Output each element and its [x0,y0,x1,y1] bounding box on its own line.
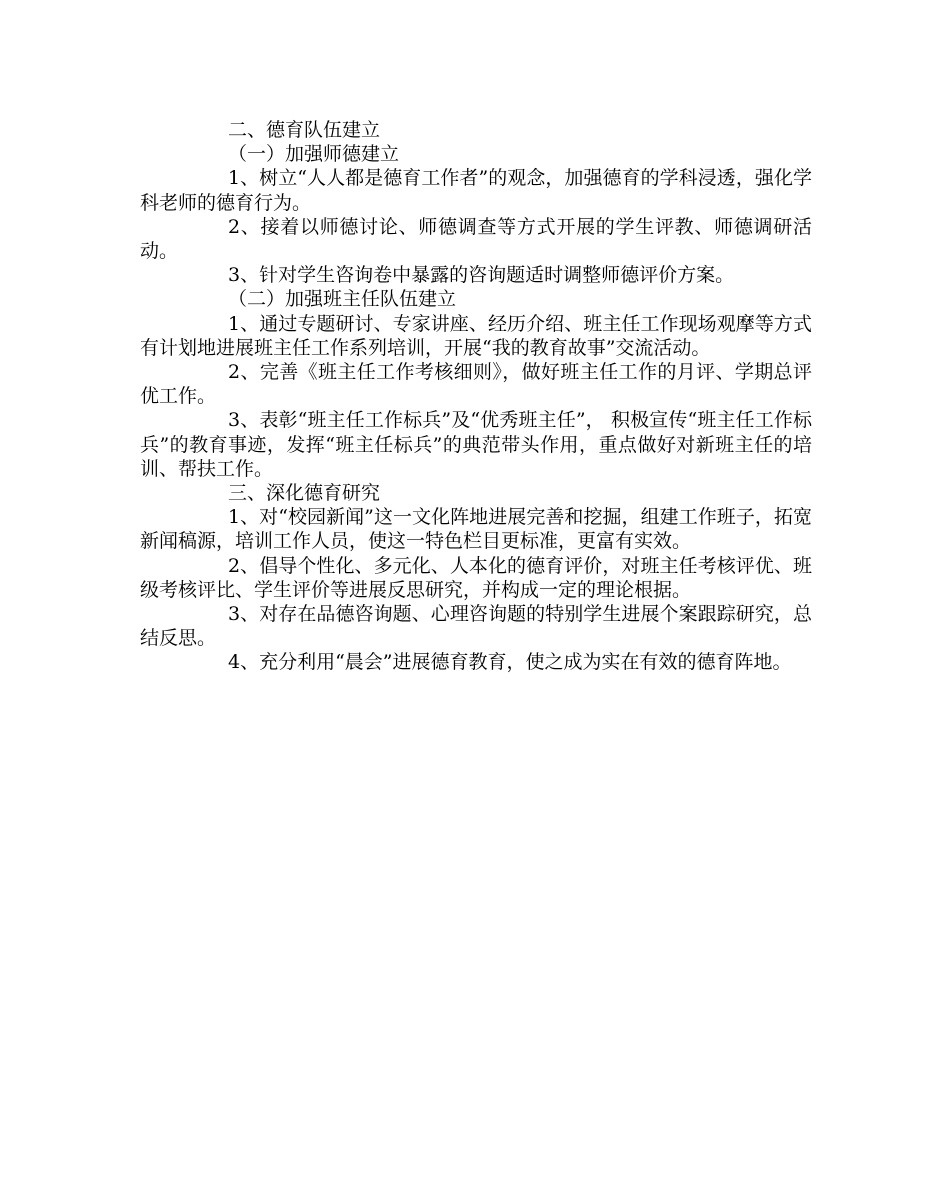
paragraph: 3、表彰“班主任工作标兵”及“优秀班主任”， 积极宣传“班主任工作标兵”的教育事迹，发挥“班主任标兵”的典范带头作用，重点做好对新班主任的培训、帮扶工作。 [140,409,812,480]
paragraph: 3、针对学生咨询卷中暴露的咨询题适时调整师德评价方案。 [228,264,735,287]
paragraph: 1、通过专题研讨、专家讲座、经历介绍、班主任工作现场观摩等方式有计划地进展班主任工作系列培训，开展“我的教育故事”交流活动。 [140,312,812,359]
paragraph: 3、对存在品德咨询题、心理咨询题的特别学生进展个案跟踪研究，总结反思。 [140,603,812,650]
paragraph: 1、对“校园新闻”这一文化阵地进展完善和挖掘，组建工作班子，拓宽新闻稿源，培训工作人员，使这一特色栏目更标准，更富有实效。 [140,506,812,553]
document-body [140,118,812,675]
section-heading: 三、深化德育研究 [228,482,381,505]
subsection-heading: （一）加强师德建立 [228,143,400,166]
paragraph: 2、倡导个性化、多元化、人本化的德育评价，对班主任考核评优、班级考核评比、学生评价等进展反思研究，并构成一定的理论根据。 [140,554,812,601]
paragraph: 2、完善《班主任工作考核细则》，做好班主任工作的月评、学期总评优工作。 [140,361,812,408]
subsection-heading: （二）加强班主任队伍建立 [228,288,457,311]
paragraph: 4、充分利用“晨会”进展德育教育，使之成为实在有效的德育阵地。 [228,651,792,674]
paragraph: 2、接着以师德讨论、师德调查等方式开展的学生评教、师德调研活动。 [140,215,812,263]
paragraph: 1、树立“人人都是德育工作者”的观念，加强德育的学科浸透，强化学科老师的德育行为。 [140,167,812,214]
section-heading: 二、德育队伍建立 [228,119,381,141]
